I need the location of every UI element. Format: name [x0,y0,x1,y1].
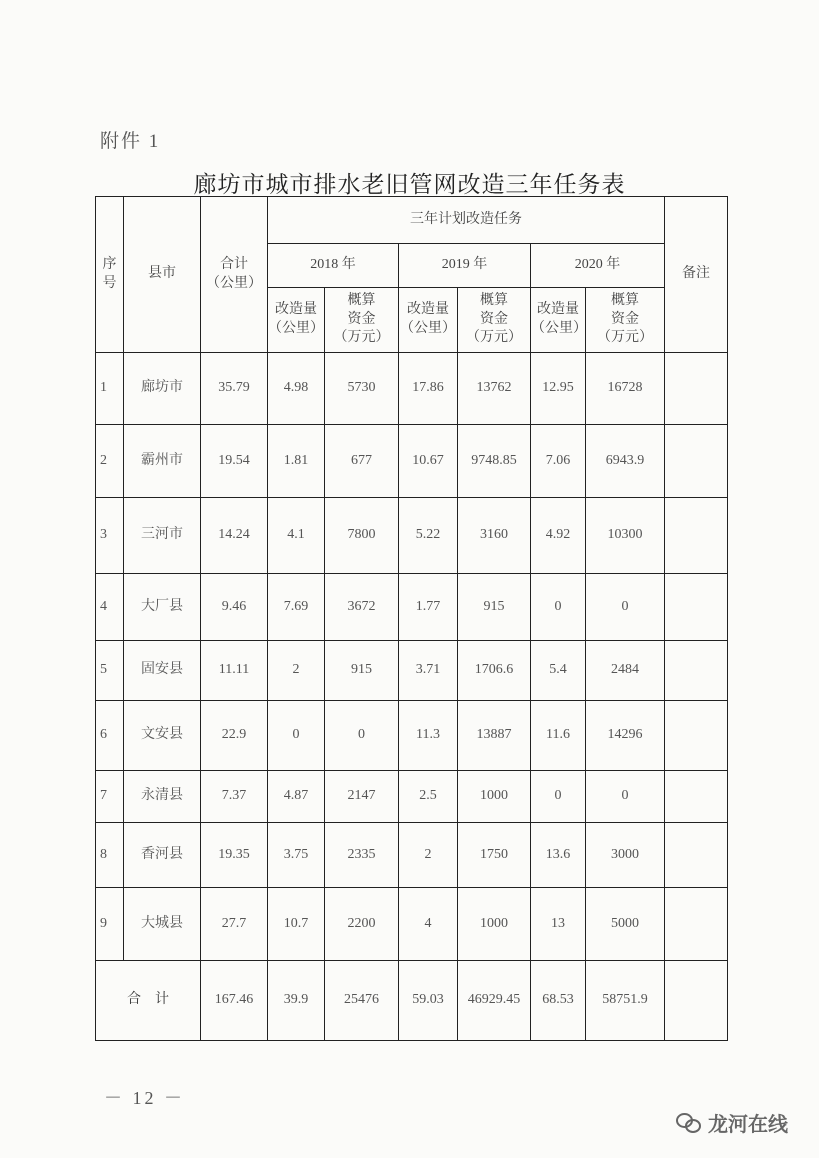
row-county: 文安县 [124,701,201,771]
row-seq: 3 [96,498,124,574]
header-plan: 三年计划改造任务 [268,197,665,244]
row-total: 9.46 [201,574,268,641]
sum-value: 46929.45 [458,961,531,1041]
row-remarks [665,888,728,961]
row-county: 大厂县 [124,574,201,641]
row-county: 固安县 [124,641,201,701]
row-total: 7.37 [201,771,268,823]
row-total: 19.35 [201,823,268,888]
header-amount: 改造量 （公里） [268,288,325,353]
row-value: 4.92 [531,498,586,574]
row-value: 1706.6 [458,641,531,701]
row-value: 5.4 [531,641,586,701]
table-row [96,701,728,771]
row-value: 4 [399,888,458,961]
row-value: 14296 [586,701,665,771]
watermark [676,1108,788,1137]
row-value: 13887 [458,701,531,771]
row-value: 1750 [458,823,531,888]
table-row [96,641,728,701]
sum-value: 39.9 [268,961,325,1041]
row-value: 3160 [458,498,531,574]
row-value: 2.5 [399,771,458,823]
sum-value: 68.53 [531,961,586,1041]
page-number: － 12 － [104,1088,185,1108]
row-value: 13 [531,888,586,961]
row-value: 3672 [325,574,399,641]
row-value: 915 [325,641,399,701]
table-row [96,498,728,574]
row-value: 5000 [586,888,665,961]
row-county: 廊坊市 [124,353,201,425]
row-value: 3.75 [268,823,325,888]
row-value: 9748.85 [458,425,531,498]
row-value: 2484 [586,641,665,701]
row-seq: 5 [96,641,124,701]
sum-label: 合 计 [96,961,201,1041]
row-value: 1000 [458,888,531,961]
sum-value: 25476 [325,961,399,1041]
table-row [96,425,728,498]
sum-value: 59.03 [399,961,458,1041]
header-amount: 改造量 （公里） [531,288,586,353]
row-value: 10.67 [399,425,458,498]
row-total: 19.54 [201,425,268,498]
row-total: 35.79 [201,353,268,425]
row-remarks [665,574,728,641]
row-value: 17.86 [399,353,458,425]
row-county: 永清县 [124,771,201,823]
header-year-2020: 2020 年 [531,244,665,288]
table-row [96,353,728,425]
task-table [95,196,728,1041]
table-row [96,574,728,641]
header-amount: 改造量 （公里） [399,288,458,353]
wechat-icon [676,1113,702,1133]
header-year-2018: 2018 年 [268,244,399,288]
row-value: 3.71 [399,641,458,701]
row-value: 3000 [586,823,665,888]
row-remarks [665,498,728,574]
attachment-label: 附件 1 [100,131,161,152]
row-seq: 8 [96,823,124,888]
row-seq: 1 [96,353,124,425]
row-seq: 4 [96,574,124,641]
row-total: 14.24 [201,498,268,574]
row-value: 10.7 [268,888,325,961]
row-value: 13762 [458,353,531,425]
watermark-text: 龙河在线 [708,1112,788,1136]
row-value: 12.95 [531,353,586,425]
row-value: 7800 [325,498,399,574]
row-value: 915 [458,574,531,641]
row-value: 5.22 [399,498,458,574]
row-value: 1000 [458,771,531,823]
row-value: 2200 [325,888,399,961]
row-value: 677 [325,425,399,498]
row-county: 霸州市 [124,425,201,498]
header-seq: 序号 [96,197,124,353]
row-value: 11.3 [399,701,458,771]
row-value: 4.87 [268,771,325,823]
row-remarks [665,771,728,823]
row-remarks [665,701,728,771]
row-county: 香河县 [124,823,201,888]
sum-value: 58751.9 [586,961,665,1041]
row-total: 27.7 [201,888,268,961]
row-value: 1.77 [399,574,458,641]
row-value: 0 [531,771,586,823]
row-seq: 7 [96,771,124,823]
table-row [96,888,728,961]
row-value: 10300 [586,498,665,574]
row-value: 2147 [325,771,399,823]
row-value: 0 [586,771,665,823]
row-total: 22.9 [201,701,268,771]
row-value: 7.06 [531,425,586,498]
row-value: 2 [399,823,458,888]
row-value: 2 [268,641,325,701]
row-value: 0 [531,574,586,641]
row-value: 4.1 [268,498,325,574]
row-value: 13.6 [531,823,586,888]
sum-total: 167.46 [201,961,268,1041]
row-value: 7.69 [268,574,325,641]
sum-row [96,961,728,1041]
header-budget: 概算 资金 （万元） [458,288,531,353]
row-county: 大城县 [124,888,201,961]
row-remarks [665,353,728,425]
row-value: 11.6 [531,701,586,771]
header-county: 县市 [124,197,201,353]
header-budget: 概算 资金 （万元） [586,288,665,353]
header-year-2019: 2019 年 [399,244,531,288]
row-seq: 6 [96,701,124,771]
row-value: 5730 [325,353,399,425]
row-value: 6943.9 [586,425,665,498]
table-row [96,771,728,823]
row-remarks [665,425,728,498]
header-remarks: 备注 [665,197,728,353]
row-value: 0 [325,701,399,771]
row-total: 11.11 [201,641,268,701]
header-total: 合计 （公里） [201,197,268,353]
row-value: 0 [586,574,665,641]
row-seq: 2 [96,425,124,498]
row-value: 16728 [586,353,665,425]
header-budget: 概算 资金 （万元） [325,288,399,353]
row-value: 4.98 [268,353,325,425]
row-remarks [665,823,728,888]
row-value: 1.81 [268,425,325,498]
row-seq: 9 [96,888,124,961]
row-value: 2335 [325,823,399,888]
row-value: 0 [268,701,325,771]
table-row [96,823,728,888]
row-county: 三河市 [124,498,201,574]
document-title: 廊坊市城市排水老旧管网改造三年任务表 [193,172,626,197]
sum-remarks [665,961,728,1041]
row-remarks [665,641,728,701]
